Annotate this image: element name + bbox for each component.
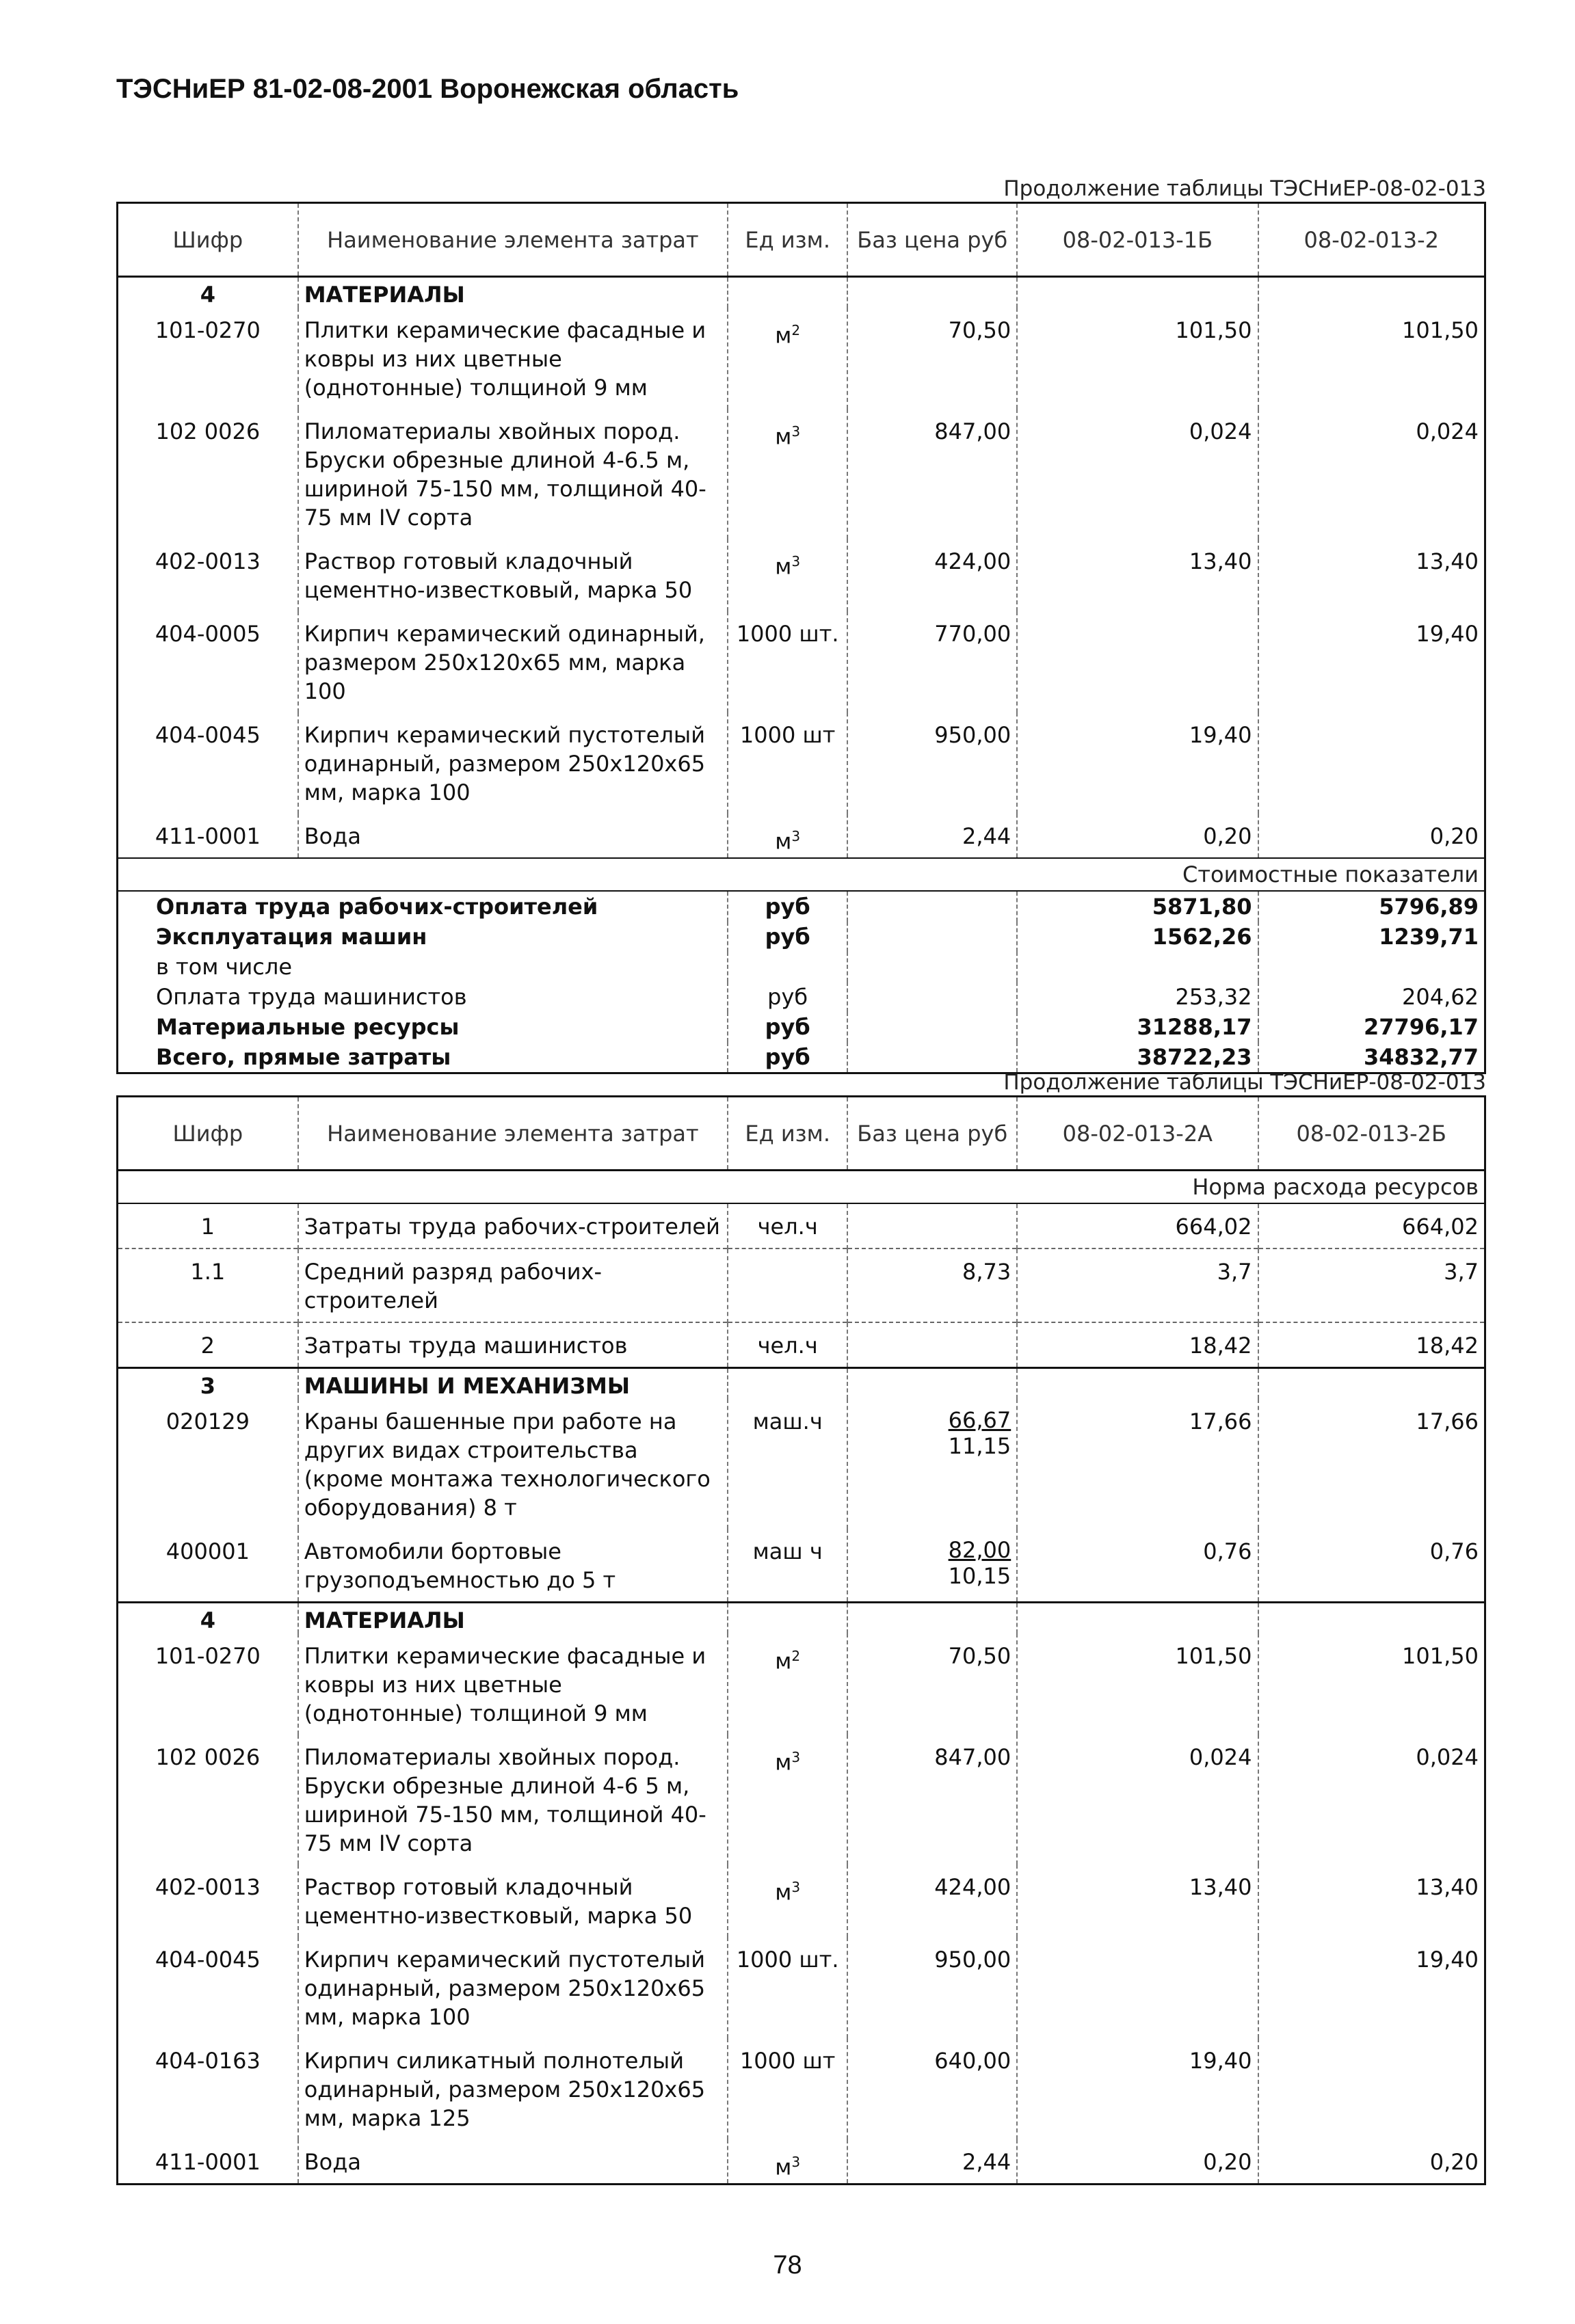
summary-value-a: 31288,17 [1017, 1012, 1258, 1042]
unit-text: 1000 шт [739, 2048, 836, 2074]
banner-row [118, 1171, 1485, 1204]
resource-name: Плитки керамические фасадные и ковры из них цветные (однотонные) толщиной 9 мм [298, 1633, 728, 1735]
summary-value-b [1258, 952, 1485, 982]
summary-row [118, 922, 1485, 952]
banner-label: Стоимостные показатели [118, 858, 1485, 891]
table-caption: Продолжение таблицы ТЭСНиЕР-08-02-013 [1003, 1070, 1486, 1095]
summary-unit: руб [728, 1042, 847, 1073]
value-b: 18,42 [1258, 1322, 1485, 1368]
value-a [1017, 1937, 1258, 2038]
empty-cell [1258, 1368, 1485, 1400]
table-row [118, 1248, 1485, 1322]
value-b: 17,66 [1258, 1399, 1485, 1529]
resource-name: Кирпич керамический пустотелый одинарный, размером 250х120х65 мм, марка 100 [298, 1937, 728, 2038]
table-row [118, 1865, 1485, 1937]
unit-cell [728, 611, 847, 712]
value-a: 0,76 [1017, 1529, 1258, 1603]
summary-label: Оплата труда машинистов [156, 984, 467, 1010]
unit-cell [728, 409, 847, 539]
unit-cell [728, 1865, 847, 1937]
unit-text: м [775, 423, 792, 450]
unit-text: маш.ч [752, 1408, 823, 1434]
value-b: 101,50 [1258, 308, 1485, 409]
value-b: 0,024 [1258, 409, 1485, 539]
unit-cell [728, 2139, 847, 2185]
unit-text: м [775, 1879, 792, 1906]
price-cell: 770,00 [847, 611, 1017, 712]
table-row [118, 814, 1485, 858]
resource-name: Кирпич силикатный полнотелый одинарный, размером 250х120х65 мм, марка 125 [298, 2038, 728, 2139]
value-b: 664,02 [1258, 1203, 1485, 1248]
empty-cell [1017, 1368, 1258, 1400]
section-number: 4 [118, 1603, 298, 1634]
price-fraction [949, 1407, 1011, 1459]
price-cell: 424,00 [847, 539, 1017, 611]
value-b: 0,76 [1258, 1529, 1485, 1603]
unit-text: м [775, 322, 792, 349]
empty-cell [1017, 1603, 1258, 1634]
unit-exponent: 3 [791, 423, 801, 440]
unit-exponent: 2 [791, 322, 801, 338]
price-cell: 424,00 [847, 1865, 1017, 1937]
unit-cell [728, 1322, 847, 1368]
value-b [1258, 712, 1485, 814]
resource-code: 101-0270 [155, 317, 261, 343]
unit-cell [728, 539, 847, 611]
col-header-price: Баз цена руб [847, 1097, 1017, 1171]
value-b: 101,50 [1258, 1633, 1485, 1735]
summary-unit: руб [728, 982, 847, 1012]
unit-cell [728, 712, 847, 814]
value-a: 0,20 [1017, 814, 1258, 858]
resource-table-2 [116, 1095, 1486, 2185]
summary-unit: руб [728, 922, 847, 952]
resource-name: Затраты труда рабочих-строителей [298, 1203, 728, 1248]
summary-unit [728, 952, 847, 982]
price-numerator: 66,67 [948, 1407, 1011, 1433]
summary-unit: руб [728, 1012, 847, 1042]
summary-label: Материальные ресурсы [156, 1014, 460, 1040]
col-header-code: Шифр [118, 203, 298, 277]
resource-code: 1 [200, 1214, 215, 1240]
price-cell [847, 1203, 1017, 1248]
resource-code: 102 0026 [155, 418, 261, 444]
price-denominator: 11,15 [948, 1433, 1011, 1459]
table-header-row [118, 203, 1485, 277]
summary-value-a: 38722,23 [1017, 1042, 1258, 1073]
section-number: 4 [200, 282, 215, 308]
price-cell: 2,44 [847, 814, 1017, 858]
value-b: 0,20 [1258, 2139, 1485, 2185]
value-a: 19,40 [1017, 2038, 1258, 2139]
table-row [118, 1322, 1485, 1368]
empty-cell [847, 1042, 1017, 1073]
table-row [118, 1735, 1485, 1865]
resource-name: Средний разряд рабочих-строителей [298, 1248, 728, 1322]
summary-value-a: 1562,26 [1017, 922, 1258, 952]
resource-name: Раствор готовый кладочный цементно-известковый, марка 50 [298, 1865, 728, 1937]
table-row [118, 1203, 1485, 1248]
unit-cell [728, 1203, 847, 1248]
resource-name: Кирпич керамический пустотелый одинарный, размером 250х120х65 мм, марка 100 [298, 712, 728, 814]
summary-label: Оплата труда рабочих-строителей [156, 894, 598, 920]
table-header-row [118, 1097, 1485, 1171]
summary-label: Эксплуатация машин [156, 924, 427, 950]
value-a: 101,50 [1017, 1633, 1258, 1735]
unit-cell [728, 1399, 847, 1529]
price-denominator: 10,15 [948, 1563, 1011, 1589]
unit-text: м [775, 2154, 792, 2180]
table-row [118, 539, 1485, 611]
unit-exponent: 3 [791, 1749, 801, 1765]
col-header-price: Баз цена руб [847, 203, 1017, 277]
unit-exponent: 3 [791, 828, 801, 844]
resource-name: Затраты труда машинистов [298, 1322, 728, 1368]
summary-value-b: 204,62 [1258, 982, 1485, 1012]
value-b: 3,7 [1258, 1248, 1485, 1322]
section-title: МАТЕРИАЛЫ [298, 1603, 728, 1634]
resource-code: 402-0013 [155, 1874, 261, 1900]
resource-code: 400001 [166, 1538, 250, 1564]
resource-code: 411-0001 [155, 823, 261, 849]
summary-label: Всего, прямые затраты [156, 1044, 451, 1070]
resource-code: 1.1 [118, 1248, 298, 1322]
resource-name: Пиломатериалы хвойных пород. Бруски обрезные длиной 4-6.5 м, шириной 75-150 мм, толщиной 40-75 мм IV сорта [298, 409, 728, 539]
table-row [118, 308, 1485, 409]
resource-code: 102 0026 [155, 1744, 261, 1770]
summary-label: в том числе [156, 954, 292, 980]
summary-value-a: 5871,80 [1017, 891, 1258, 922]
resource-name: Вода [298, 2139, 728, 2185]
price-cell: 950,00 [847, 712, 1017, 814]
resource-code: 404-0005 [155, 621, 261, 647]
unit-text: чел.ч [757, 1333, 818, 1359]
value-a: 13,40 [1017, 1865, 1258, 1937]
table-row [118, 1529, 1485, 1603]
price-cell: 640,00 [847, 2038, 1017, 2139]
resource-code: 404-0045 [155, 722, 261, 748]
empty-cell [847, 1603, 1017, 1634]
unit-text: 1000 шт. [736, 1947, 839, 1973]
col-header-a: 08-02-013-2А [1017, 1097, 1258, 1171]
empty-cell [1258, 1603, 1485, 1634]
unit-text: м [775, 553, 792, 580]
resource-name: Кирпич керамический одинарный, размером 250х120х65 мм, марка 100 [298, 611, 728, 712]
value-b: 19,40 [1258, 611, 1485, 712]
table-row [118, 611, 1485, 712]
unit-exponent: 3 [791, 1879, 801, 1895]
table-row [118, 1633, 1485, 1735]
value-a: 0,024 [1017, 1735, 1258, 1865]
resource-name: Краны башенные при работе на других видах строительства (кроме монтажа технологического оборудования) 8 т [298, 1399, 728, 1529]
table-row [118, 409, 1485, 539]
value-a: 664,02 [1017, 1203, 1258, 1248]
unit-cell [728, 814, 847, 858]
resource-name: Пиломатериалы хвойных пород. Бруски обрезные длиной 4-6 5 м, шириной 75-150 мм, толщиной 40-75 мм IV сорта [298, 1735, 728, 1865]
table-row [118, 1399, 1485, 1529]
col-header-code: Шифр [118, 1097, 298, 1171]
summary-value-a: 253,32 [1017, 982, 1258, 1012]
resource-table-1 [116, 202, 1486, 1074]
unit-cell [728, 308, 847, 409]
unit-cell [728, 1529, 847, 1603]
summary-row [118, 982, 1485, 1012]
price-fraction [949, 1537, 1011, 1589]
value-b [1258, 2038, 1485, 2139]
unit-text: 1000 шт. [736, 621, 839, 647]
section-title: МАТЕРИАЛЫ [298, 277, 728, 308]
table-row [118, 2139, 1485, 2185]
unit-exponent: 3 [791, 553, 801, 570]
resource-code: 101-0270 [155, 1643, 261, 1669]
summary-row [118, 1012, 1485, 1042]
price-cell: 70,50 [847, 308, 1017, 409]
unit-text: м [775, 1648, 792, 1674]
table-row [118, 712, 1485, 814]
col-header-b: 08-02-013-2Б [1258, 1097, 1485, 1171]
summary-value-a [1017, 952, 1258, 982]
unit-text: чел.ч [757, 1214, 818, 1240]
page-title: ТЭСНиЕР 81-02-08-2001 Воронежская область [116, 74, 739, 104]
unit-text: маш ч [752, 1538, 823, 1564]
resource-code: 2 [118, 1322, 298, 1368]
price-cell: 70,50 [847, 1633, 1017, 1735]
price-cell: 847,00 [847, 1735, 1017, 1865]
summary-row [118, 952, 1485, 982]
banner-label: Норма расхода ресурсов [118, 1171, 1485, 1204]
summary-value-b: 27796,17 [1258, 1012, 1485, 1042]
resource-code: 020129 [166, 1408, 250, 1434]
resource-name: Автомобили бортовые грузоподъемностью до 5 т [298, 1529, 728, 1603]
resource-name: Раствор готовый кладочный цементно-известковый, марка 50 [298, 539, 728, 611]
summary-value-b: 1239,71 [1258, 922, 1485, 952]
col-header-name: Наименование элемента затрат [298, 203, 728, 277]
banner-row [118, 858, 1485, 891]
summary-row [118, 891, 1485, 922]
empty-cell [847, 891, 1017, 922]
value-a: 3,7 [1017, 1248, 1258, 1322]
empty-cell [847, 952, 1017, 982]
empty-cell [847, 1012, 1017, 1042]
price-cell [847, 1322, 1017, 1368]
value-a: 0,20 [1017, 2139, 1258, 2185]
price-cell: 950,00 [847, 1937, 1017, 2038]
value-b: 0,024 [1258, 1735, 1485, 1865]
summary-value-b: 5796,89 [1258, 891, 1485, 922]
empty-cell [847, 922, 1017, 952]
col-header-unit: Ед изм. [728, 1097, 847, 1171]
value-a: 19,40 [1017, 712, 1258, 814]
value-b: 0,20 [1258, 814, 1485, 858]
unit-cell [728, 1248, 847, 1322]
empty-cell [728, 1368, 847, 1400]
unit-exponent: 3 [791, 2154, 801, 2170]
summary-row [118, 1042, 1485, 1073]
unit-text: м [775, 1749, 792, 1776]
empty-cell [728, 1603, 847, 1634]
resource-code: 404-0163 [155, 2048, 261, 2074]
value-b: 19,40 [1258, 1937, 1485, 2038]
value-a: 101,50 [1017, 308, 1258, 409]
price-cell: 2,44 [847, 2139, 1017, 2185]
col-header-a: 08-02-013-1Б [1017, 203, 1258, 277]
price-cell: 847,00 [847, 409, 1017, 539]
unit-cell [728, 1735, 847, 1865]
value-a: 17,66 [1017, 1399, 1258, 1529]
section-title: МАШИНЫ И МЕХАНИЗМЫ [298, 1368, 728, 1400]
col-header-unit: Ед изм. [728, 203, 847, 277]
value-a: 13,40 [1017, 539, 1258, 611]
resource-name: Вода [298, 814, 728, 858]
empty-cell [847, 1368, 1017, 1400]
summary-unit: руб [728, 891, 847, 922]
col-header-name: Наименование элемента затрат [298, 1097, 728, 1171]
value-a: 18,42 [1017, 1322, 1258, 1368]
price-cell: 8,73 [847, 1248, 1017, 1322]
unit-cell [728, 1937, 847, 2038]
summary-value-b: 34832,77 [1258, 1042, 1485, 1073]
unit-text: 1000 шт [739, 722, 836, 748]
empty-cell [847, 982, 1017, 1012]
price-numerator: 82,00 [948, 1537, 1011, 1563]
resource-code: 402-0013 [155, 548, 261, 574]
section-row [118, 1368, 1485, 1400]
unit-cell [728, 1633, 847, 1735]
resource-name: Плитки керамические фасадные и ковры из них цветные (однотонные) толщиной 9 мм [298, 308, 728, 409]
resource-code: 411-0001 [155, 2149, 261, 2175]
value-a [1017, 611, 1258, 712]
price-cell [847, 1529, 1017, 1603]
col-header-b: 08-02-013-2 [1258, 203, 1485, 277]
section-row [118, 277, 1485, 308]
page-number: 78 [773, 2251, 802, 2280]
section-number: 3 [118, 1368, 298, 1400]
value-a: 0,024 [1017, 409, 1258, 539]
unit-exponent: 2 [791, 1648, 801, 1664]
unit-cell [728, 2038, 847, 2139]
value-b: 13,40 [1258, 539, 1485, 611]
table-caption: Продолжение таблицы ТЭСНиЕР-08-02-013 [1003, 176, 1486, 201]
unit-text: м [775, 828, 792, 855]
value-b: 13,40 [1258, 1865, 1485, 1937]
resource-code: 404-0045 [155, 1947, 261, 1973]
price-cell [847, 1399, 1017, 1529]
table-row [118, 2038, 1485, 2139]
table-row [118, 1937, 1485, 2038]
section-row [118, 1603, 1485, 1634]
